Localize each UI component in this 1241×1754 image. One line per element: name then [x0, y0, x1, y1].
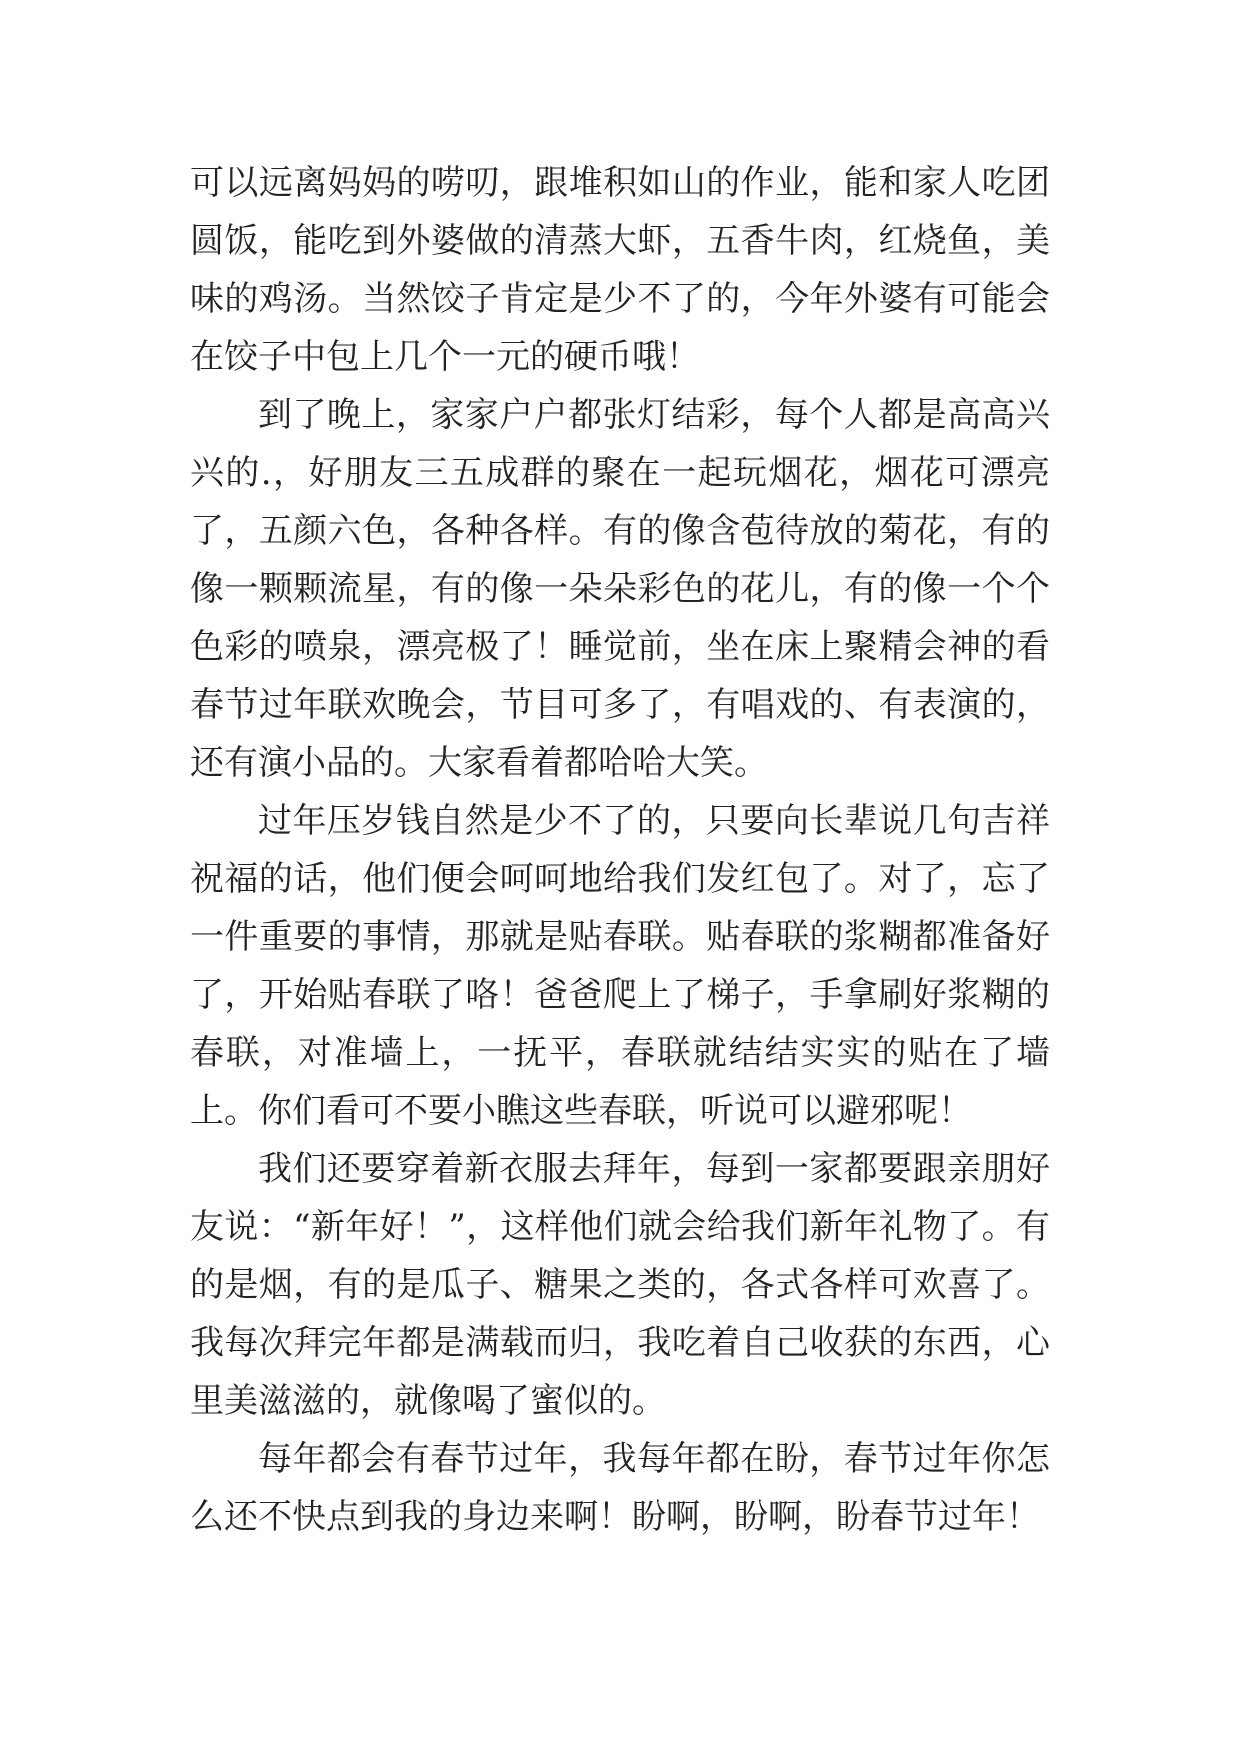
- paragraph-1: 可以远离妈妈的唠叨，跟堆积如山的作业，能和家人吃团圆饭，能吃到外婆做的清蒸大虾，五香牛肉，红烧鱼，美味的鸡汤。当然饺子肯定是少不了的，今年外婆有可能会在饺子中包上几个一元的硬币哦！: [190, 163, 1050, 377]
- paragraph-2: 到了晚上，家家户户都张灯结彩，每个人都是高高兴兴的.，好朋友三五成群的聚在一起玩烟花，烟花可漂亮了，五颜六色，各种各样。有的像含苞待放的菊花，有的像一颗颗流星，有的像一朵朵彩色的花儿，有的像一个个色彩的喷泉，漂亮极了！睡觉前，坐在床上聚精会神的看春节过年联欢晚会，节目可多了，有唱戏的、有表演的，还有演小品的。大家看着都哈哈大笑。: [190, 395, 1050, 783]
- paragraph-4: 我们还要穿着新衣服去拜年，每到一家都要跟亲朋好友说：“新年好！”，这样他们就会给我们新年礼物了。有的是烟，有的是瓜子、糖果之类的，各式各样可欢喜了。我每次拜完年都是满载而归，我吃着自己收获的东西，心里美滋滋的，就像喝了蜜似的。: [190, 1149, 1050, 1421]
- paragraph-5: 每年都会有春节过年，我每年都在盼，春节过年你怎么还不快点到我的身边来啊！盼啊，盼啊，盼春节过年！: [190, 1439, 1050, 1537]
- paragraph-3: 过年压岁钱自然是少不了的，只要向长辈说几句吉祥祝福的话，他们便会呵呵地给我们发红包了。对了，忘了一件重要的事情，那就是贴春联。贴春联的浆糊都准备好了，开始贴春联了咯！爸爸爬上了梯子，手拿刷好浆糊的春联，对准墙上，一抚平，春联就结结实实的贴在了墙上。你们看可不要小瞧这些春联，听说可以避邪呢！: [190, 801, 1050, 1131]
- article-body: [190, 154, 1050, 1546]
